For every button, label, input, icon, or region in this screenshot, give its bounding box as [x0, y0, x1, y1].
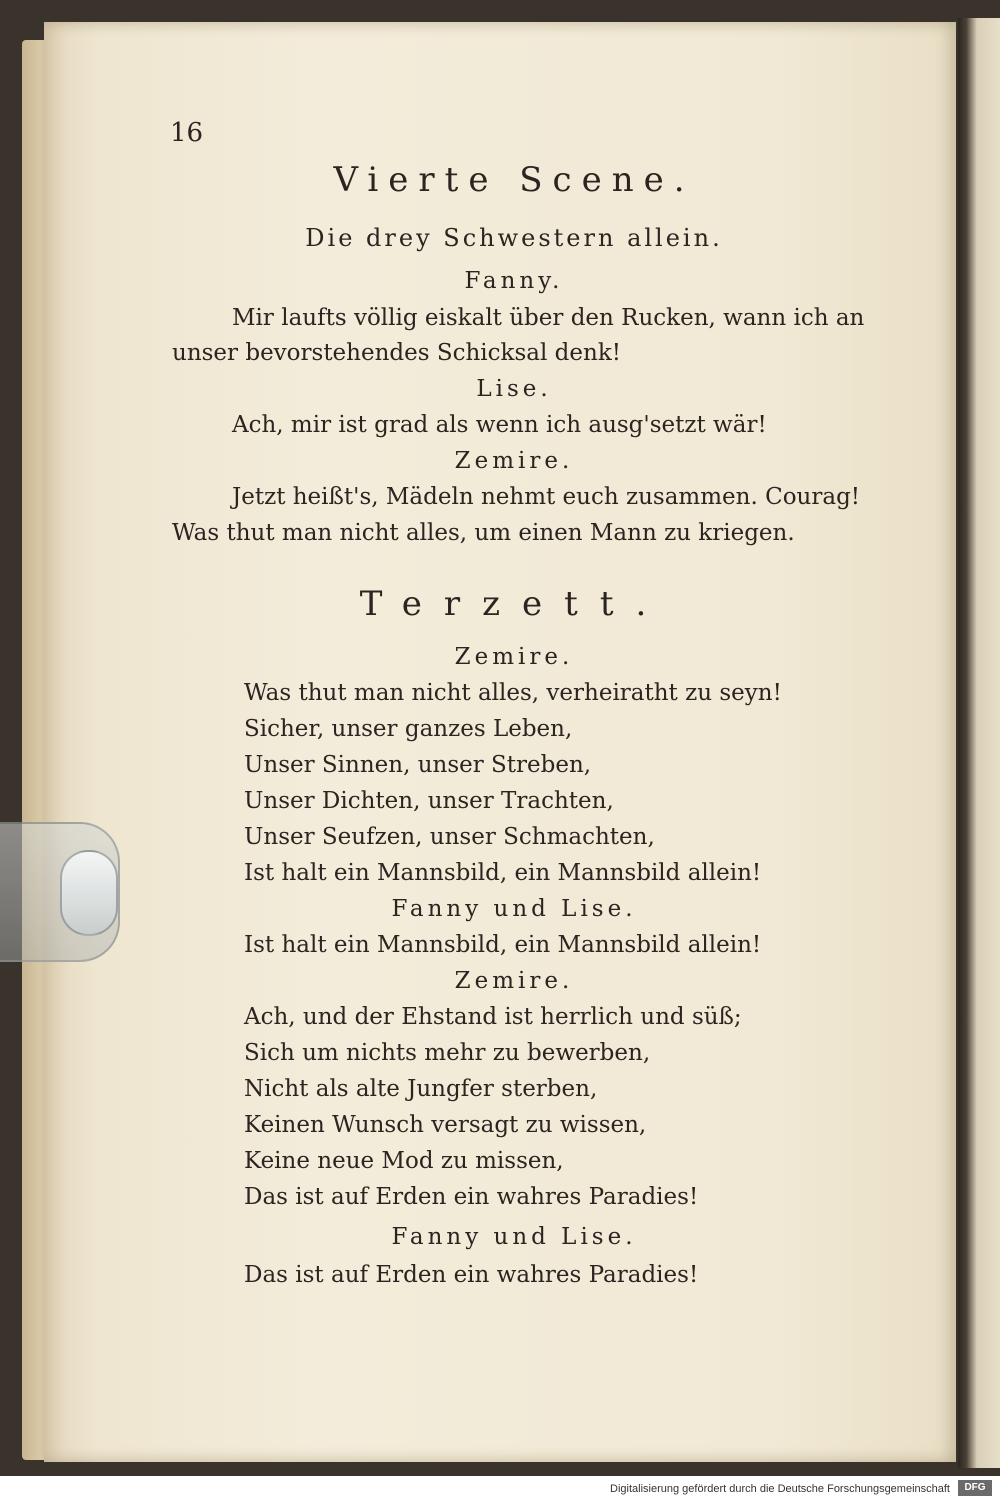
- speaker-lise: Lise.: [476, 376, 552, 402]
- scene-subtitle: Die drey Schwestern allein.: [305, 224, 723, 252]
- speaker-zemire: Zemire.: [454, 644, 574, 670]
- verse-line: Unser Seufzen, unser Schmachten,: [244, 824, 655, 850]
- speaker-fanny: Fanny.: [464, 268, 564, 294]
- terzett-title: Terzett.: [359, 584, 669, 624]
- digitization-footer: [0, 1476, 1000, 1502]
- footer-credit: Digitalisierung gefördert durch die Deutsche Forschungsgemeinschaft: [610, 1483, 950, 1495]
- verse-line: Was thut man nicht alles, verheiratht zu seyn!: [244, 680, 782, 706]
- verse-line: Ach, und der Ehstand ist herrlich und süß;: [244, 1004, 742, 1030]
- verse-line: Das ist auf Erden ein wahres Paradies!: [244, 1184, 699, 1210]
- page-number: 16: [170, 118, 204, 148]
- dialogue-line: Jetzt heißt's, Mädeln nehmt euch zusammen. Courag!: [232, 484, 861, 510]
- dialogue-line: Ach, mir ist grad als wenn ich ausg'setzt wär!: [232, 412, 767, 438]
- dialogue-line: Was thut man nicht alles, um einen Mann zu kriegen.: [172, 520, 795, 546]
- speaker-zemire: Zemire.: [454, 448, 574, 474]
- scene-title: Vierte Scene.: [333, 160, 695, 200]
- verse-line: Keinen Wunsch versagt zu wissen,: [244, 1112, 647, 1138]
- verse-line: Unser Dichten, unser Trachten,: [244, 788, 614, 814]
- verse-line: Ist halt ein Mannsbild, ein Mannsbild allein!: [244, 860, 762, 886]
- verse-line: Unser Sinnen, unser Streben,: [244, 752, 592, 778]
- dialogue-line: Mir laufts völlig eiskalt über den Rucken, wann ich an: [232, 305, 865, 331]
- verse-line: Nicht als alte Jungfer sterben,: [244, 1076, 598, 1102]
- verse-line: Sicher, unser ganzes Leben,: [244, 716, 573, 742]
- verse-line: Keine neue Mod zu missen,: [244, 1148, 564, 1174]
- dialogue-line: unser bevorstehendes Schicksal denk!: [172, 340, 621, 366]
- verse-line: Das ist auf Erden ein wahres Paradies!: [244, 1262, 699, 1288]
- speaker-zemire: Zemire.: [454, 968, 574, 994]
- speaker-fanny-lise: Fanny und Lise.: [391, 1224, 637, 1250]
- dfg-logo: DFG: [958, 1480, 992, 1496]
- speaker-fanny-lise: Fanny und Lise.: [391, 896, 637, 922]
- verse-line: Sich um nichts mehr zu bewerben,: [244, 1040, 651, 1066]
- verse-line: Ist halt ein Mannsbild, ein Mannsbild allein!: [244, 932, 762, 958]
